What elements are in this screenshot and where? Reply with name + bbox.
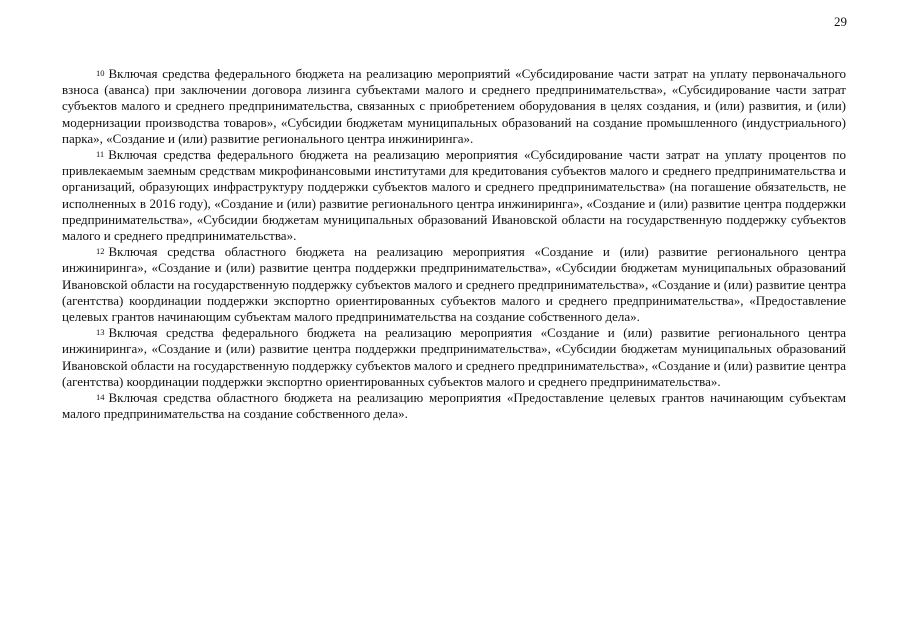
footnote-text: Включая средства областного бюджета на реализацию мероприятия «Создание и (или) развитие регионального центра инжиниринга», «Создание и (или) развитие центра поддержки предпринимательства», «Субсидии бюджетам муниципальных образований Ивановской области на государственную поддержку субъектов малого и среднего предпринимательства», «Создание и (или) развитие центра (агентства) координации поддержки экспортно ориентированных субъектов малого и среднего предпринимательства», «Предоставление целевых грантов начинающим субъектам малого предпринимательства на создание собственного дела». <box>62 244 846 325</box>
footnote-number: 10 <box>96 68 105 78</box>
footnote-text: Включая средства федерального бюджета на реализацию мероприятий «Субсидирование части затрат на уплату первоначального взноса (аванса) при заключении договора лизинга субъектами малого и среднего предпринимательства», «Субсидирование части затрат субъектов малого и среднего предпринимательства, связанных с приобретением оборудования в целях создания, и (или) развития, и (или) модернизации производства товаров», «Субсидии бюджетам муниципальных образований на создание промышленного (индустриального) парка», «Создание и (или) развитие регионального центра инжиниринга». <box>62 66 846 146</box>
footnote-number: 14 <box>96 392 105 403</box>
footnote-11 <box>62 147 846 244</box>
footnote-12 <box>62 244 846 325</box>
footnote-text: Включая средства федерального бюджета на реализацию мероприятия «Создание и (или) развитие регионального центра инжиниринга», «Создание и (или) развитие центра поддержки предпринимательства», «Субсидии бюджетам муниципальных образований Ивановской области на государственную поддержку субъектов малого и среднего предпринимательства», «Создание и (или) развитие центра (агентства) координации поддержки экспортно ориентированных субъектов малого и среднего предпринимательства». <box>62 325 846 389</box>
footnotes-section <box>62 66 846 422</box>
footnote-number: 11 <box>96 149 105 160</box>
footnote-text: Включая средства федерального бюджета на реализацию мероприятия «Субсидирование части затрат на уплату процентов по привлекаемым заемным средствам микрофинансовыми институтами для кредитования субъектов малого и среднего предпринимательства и организаций, образующих инфраструктуру поддержки субъектов малого и среднего предпринимательства» (на погашение обязательств, не исполненных в 2016 году), «Создание и (или) развитие регионального центра инжиниринга», «Создание и (или) развитие центра поддержки предпринимательства», «Субсидии бюджетам муниципальных образований Ивановской области на государственную поддержку субъектов малого и среднего предпринимательства». <box>62 147 846 244</box>
footnote-14 <box>62 390 846 422</box>
footnote-13 <box>62 325 846 390</box>
page-number: 29 <box>834 14 847 29</box>
footnote-text: Включая средства областного бюджета на реализацию мероприятия «Предоставление целевых грантов начинающим субъектам малого предпринимательства на создание собственного дела». <box>62 390 846 422</box>
footnote-number: 13 <box>96 327 105 338</box>
footnote-10 <box>62 66 846 147</box>
footnote-number: 12 <box>96 246 105 257</box>
